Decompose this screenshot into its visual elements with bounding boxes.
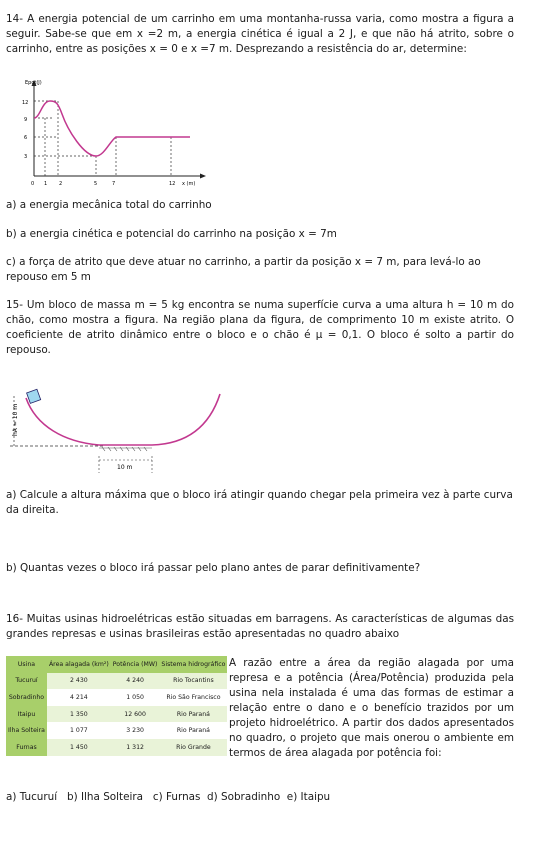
q15-statement: 15- Um bloco de massa m = 5 kg encontra se numa superfície curva a uma altura h = 10 m do chão, como mostra a figura. Na região plana da figura, de comprimento 10 m existe atrito. O coeficiente de atrito dinâmico entre o bloco e o chão é μ = 0,1. O bloco é solto a partir do repouso.	[6, 299, 514, 356]
x-tick: 2	[59, 181, 63, 187]
table-cell: 4 240	[111, 673, 160, 690]
table-row	[6, 739, 227, 756]
x-tick: 5	[94, 181, 98, 187]
table-cell: Rio Paraná	[159, 722, 227, 739]
table-row	[6, 673, 227, 690]
graph-guide-lines	[34, 101, 171, 176]
x-tick: 7	[112, 181, 116, 187]
x-axis-arrow	[200, 174, 206, 179]
q16-options: a) Tucuruí b) Ilha Solteira c) Furnas d) Sobradinho e) Itaipu	[6, 791, 331, 803]
table-header: Área alagada (km²)	[47, 656, 111, 673]
table-header: Sistema hidrográfico	[159, 656, 227, 673]
potential-energy-graph	[6, 76, 221, 192]
q15-item-a: a) Calcule a altura máxima que o bloco irá atingir quando chegar pela primeira vez à parte curva da direita.	[6, 489, 513, 516]
q14-item-b: b) a energia cinética e potencial do carrinho na posição x = 7m	[6, 228, 337, 240]
table-cell: 1 350	[47, 706, 111, 723]
y-tick: 6	[24, 135, 28, 141]
block	[27, 389, 41, 403]
table-cell: Sobradinho	[6, 689, 47, 706]
x-axis-label: x (m)	[182, 181, 196, 187]
friction-region	[99, 447, 152, 451]
q14-statement: 14- A energia potencial de um carrinho em uma montanha-russa varia, como mostra a figura a seguir. Sabe-se que em x =2 m, a energia cinética é igual a 2 J, e que não há atrito, sobre o carrinho, entre as posições x = 0 e x =7 m. Desprezando a resistência do ar, determine:	[6, 13, 514, 55]
potential-energy-curve	[34, 101, 190, 156]
x-tick: 12	[169, 181, 176, 187]
height-label: hA = 10 m	[12, 403, 19, 436]
table-cell: Ilha Solteira	[6, 722, 47, 739]
table-cell: 1 312	[111, 739, 160, 756]
track-curve	[26, 394, 220, 445]
y-tick: 9	[24, 117, 28, 123]
table-row	[6, 689, 227, 706]
table-cell: 4 214	[47, 689, 111, 706]
table-cell: 12 600	[111, 706, 160, 723]
table-cell: 3 230	[111, 722, 160, 739]
hydro-plants-table	[6, 656, 227, 756]
table-cell: Rio São Francisco	[159, 689, 227, 706]
length-label: 10 m	[117, 464, 133, 471]
q14-item-c: c) a força de atrito que deve atuar no carrinho, a partir da posição x = 7 m, para levá-lo ao repouso em 5 m	[6, 256, 481, 283]
table-cell: Rio Grande	[159, 739, 227, 756]
table-cell: 1 450	[47, 739, 111, 756]
table-header: Potência (MW)	[111, 656, 160, 673]
x-tick: 1	[44, 181, 48, 187]
table-cell: 2 430	[47, 673, 111, 690]
curved-track-figure	[4, 376, 234, 476]
y-tick: 3	[24, 154, 28, 160]
table-cell: Rio Paraná	[159, 706, 227, 723]
y-axis-label: Epot(J)	[25, 80, 42, 86]
q16-statement: 16- Muitas usinas hidroelétricas estão situadas em barragens. As características de algumas das grandes represas e usinas brasileiras estão apresentadas no quadro abaixo	[6, 613, 514, 640]
table-header-row	[6, 656, 227, 673]
y-tick: 12	[22, 100, 29, 106]
table-cell: 1 077	[47, 722, 111, 739]
table-cell: Tucuruí	[6, 673, 47, 690]
table-header: Usina	[6, 656, 47, 673]
table-cell: Furnas	[6, 739, 47, 756]
q15-item-b: b) Quantas vezes o bloco irá passar pelo plano antes de parar definitivamente?	[6, 562, 421, 574]
x-tick: 0	[31, 181, 35, 187]
q14-item-a: a) a energia mecânica total do carrinho	[6, 199, 212, 211]
table-row	[6, 706, 227, 723]
table-row	[6, 722, 227, 739]
q16-side-text: A razão entre a área da região alagada por uma represa e a potência (Área/Potência) produzida pela usina nela instalada é uma das formas de estimar a relação entre o dano e o benefício trazidos por um projeto hidroelétrico. A partir dos dados apresentados no quadro, o projeto que mais onerou o ambiente em termos de área alagada por potência foi:	[229, 657, 514, 759]
table-cell: 1 050	[111, 689, 160, 706]
table-cell: Rio Tocantins	[159, 673, 227, 690]
table-cell: Itaipu	[6, 706, 47, 723]
